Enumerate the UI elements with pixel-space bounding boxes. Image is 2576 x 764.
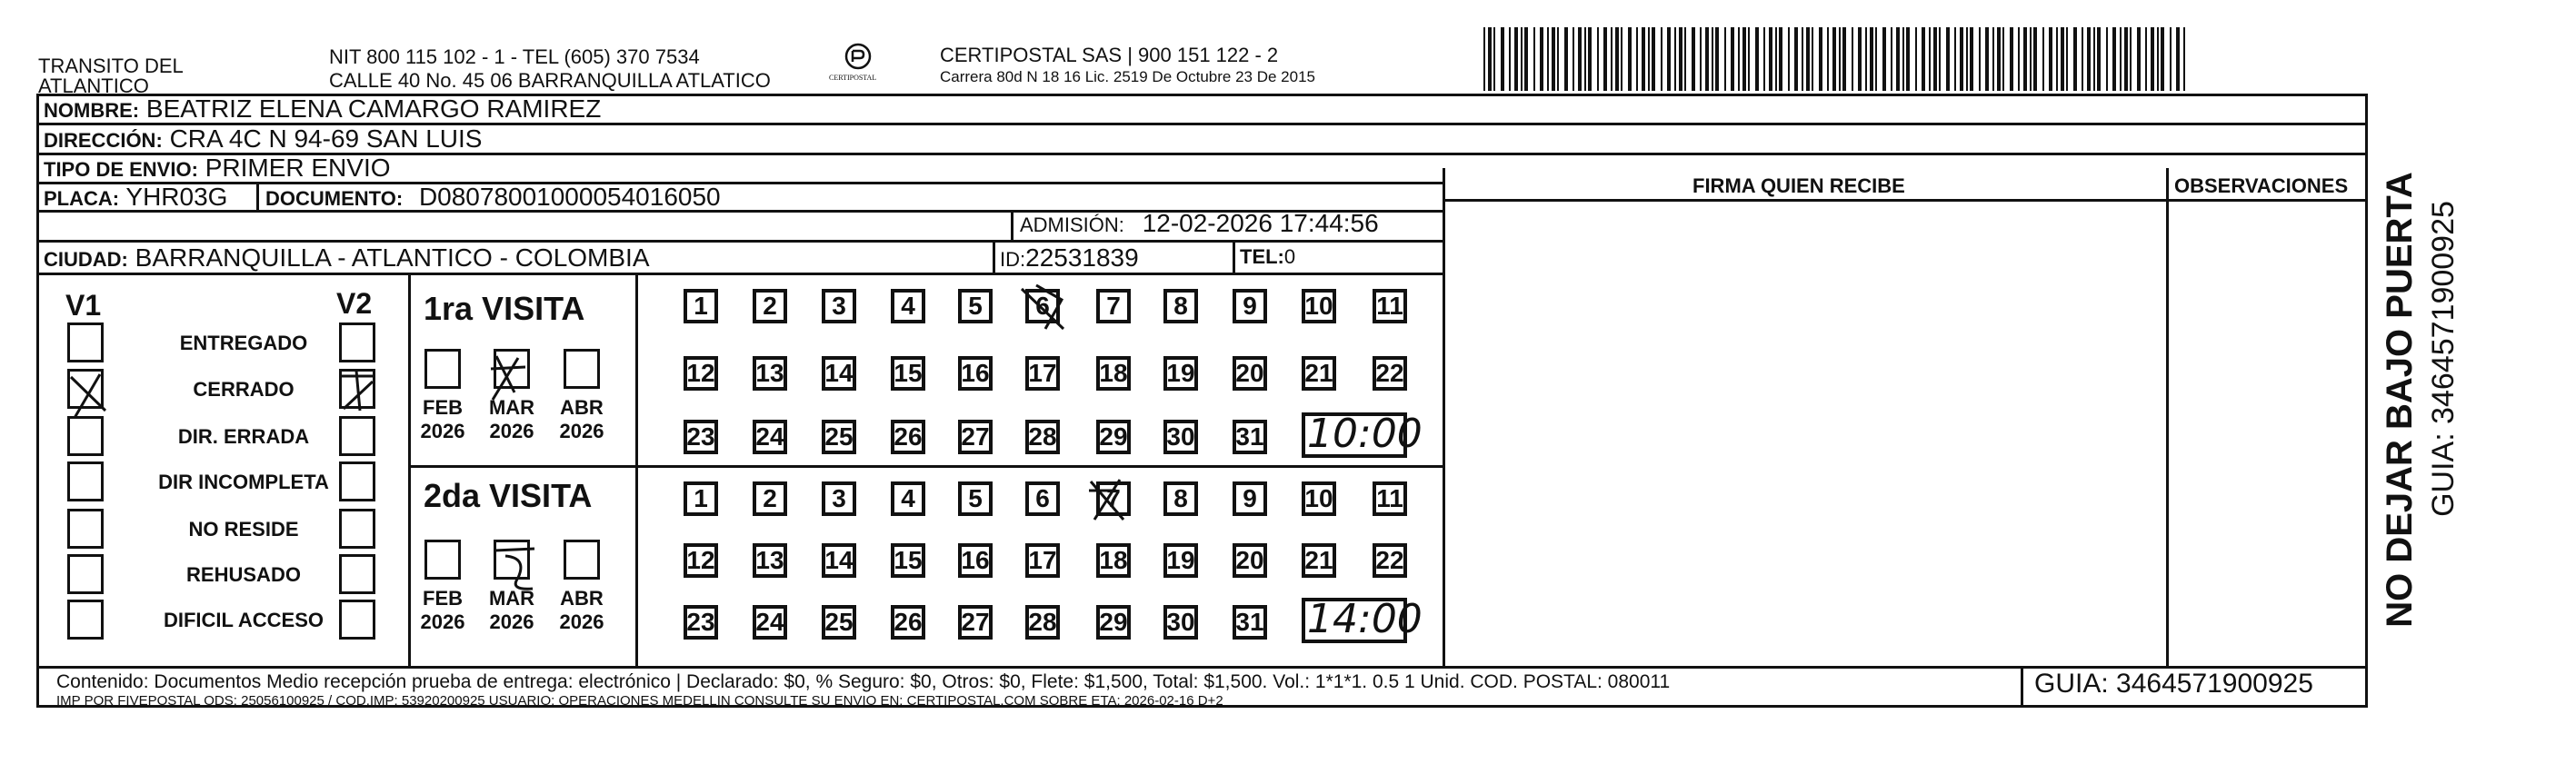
first-day-box[interactable]: 5 bbox=[958, 289, 993, 323]
id-value: 22531839 bbox=[1025, 243, 1139, 272]
barcode-bar bbox=[1775, 27, 1777, 91]
contenido-line: Contenido: Documentos Medio recepción prueba de entrega: electrónico | Declarado: $0, % Seguro: $0, Otros: $0, Flete: $1,500, Total: $1,500. Vol.: 1*1*1. 0.5 1 Unid. COD. POSTAL: 080011 bbox=[56, 671, 1671, 692]
barcode-bar bbox=[1509, 27, 1511, 91]
second-day-box[interactable]: 8 bbox=[1163, 481, 1198, 516]
first-day-box[interactable]: 25 bbox=[822, 420, 856, 454]
v2-status-checkbox[interactable] bbox=[339, 369, 375, 409]
barcode-bar bbox=[1997, 27, 2001, 91]
barcode-bar bbox=[1642, 27, 1645, 91]
tipo-label: TIPO DE ENVIO: bbox=[44, 158, 198, 181]
barcode-bar bbox=[1985, 27, 1989, 91]
v2-status-checkbox[interactable] bbox=[339, 416, 375, 456]
second-day-box[interactable]: 30 bbox=[1163, 605, 1198, 640]
second-day-box[interactable]: 25 bbox=[822, 605, 856, 640]
barcode-bar bbox=[2066, 27, 2068, 91]
barcode-bar bbox=[1731, 27, 1734, 91]
barcode-bar bbox=[1652, 27, 1655, 91]
company-name-line1: TRANSITO DEL bbox=[38, 55, 184, 77]
v1-label: V1 bbox=[65, 289, 102, 322]
barcode bbox=[1483, 27, 2189, 91]
barcode-bar bbox=[1929, 27, 1931, 91]
barcode-bar bbox=[1715, 27, 1719, 91]
first-day-box[interactable]: 4 bbox=[891, 289, 925, 323]
v2-status-checkbox[interactable] bbox=[339, 509, 375, 549]
barcode-bar bbox=[1882, 27, 1886, 91]
v2-label: V2 bbox=[336, 287, 373, 320]
first-day-box[interactable]: 21 bbox=[1302, 356, 1336, 391]
barcode-bar bbox=[1896, 27, 1900, 91]
first-day-box[interactable]: 27 bbox=[958, 420, 993, 454]
status-label: CERRADO bbox=[193, 378, 295, 401]
second-year-label: 2026 bbox=[420, 610, 465, 633]
second-month-checkbox[interactable] bbox=[564, 540, 600, 580]
second-day-box[interactable]: 3 bbox=[822, 481, 856, 516]
second-day-box[interactable]: 21 bbox=[1302, 543, 1336, 578]
first-month-label: FEB bbox=[423, 396, 463, 419]
second-day-box[interactable]: 6 bbox=[1025, 481, 1060, 516]
nit-line: NIT 800 115 102 - 1 - TEL (605) 370 7534 bbox=[329, 45, 700, 68]
barcode-bar bbox=[1839, 27, 1841, 91]
barcode-bar bbox=[1891, 27, 1892, 91]
first-month-checkbox[interactable] bbox=[564, 349, 600, 389]
barcode-bar bbox=[2056, 27, 2058, 91]
status-label: DIR INCOMPLETA bbox=[158, 471, 329, 493]
barcode-bar bbox=[1700, 27, 1702, 91]
v1-status-checkbox[interactable] bbox=[67, 369, 104, 409]
side-guia: GUIA: 3464571900925 bbox=[2426, 201, 2461, 517]
barcode-bar bbox=[1648, 27, 1650, 91]
first-year-label: 2026 bbox=[420, 420, 465, 442]
second-day-box[interactable]: 16 bbox=[958, 543, 993, 578]
second-day-box[interactable]: 24 bbox=[753, 605, 787, 640]
barcode-bar bbox=[1819, 27, 1822, 91]
barcode-bar bbox=[1628, 27, 1632, 91]
barcode-bar bbox=[1493, 27, 1495, 91]
barcode-bar bbox=[1902, 27, 1904, 91]
barcode-bar bbox=[2161, 27, 2164, 91]
certipostal-logo bbox=[825, 42, 891, 93]
barcode-bar bbox=[1763, 27, 1765, 91]
barcode-bar bbox=[2061, 27, 2064, 91]
barcode-bar bbox=[2137, 27, 2141, 91]
logo-text: CERTIPOSTAL bbox=[829, 74, 877, 82]
barcode-bar bbox=[2018, 27, 2020, 91]
nombre-label: NOMBRE: bbox=[44, 99, 140, 122]
barcode-bar bbox=[1692, 27, 1695, 91]
first-month-label: MAR bbox=[488, 396, 535, 419]
second-month-label: MAR bbox=[488, 587, 535, 610]
barcode-bar bbox=[1667, 27, 1671, 91]
side-warning: NO DEJAR BAJO PUERTA bbox=[2380, 172, 2420, 628]
barcode-bar bbox=[1724, 27, 1726, 91]
address-line: CALLE 40 No. 45 06 BARRANQUILLA ATLATICO bbox=[329, 69, 771, 92]
v1-status-checkbox[interactable] bbox=[67, 554, 104, 594]
barcode-bar bbox=[1557, 27, 1559, 91]
admision-value: 12-02-2026 17:44:56 bbox=[1142, 209, 1379, 237]
divider-main-side bbox=[2365, 94, 2368, 708]
barcode-bar bbox=[1611, 27, 1612, 91]
second-day-box[interactable]: 27 bbox=[958, 605, 993, 640]
v1-status-checkbox[interactable] bbox=[67, 461, 104, 501]
admision-label: ADMISIÓN: bbox=[1020, 213, 1124, 236]
second-month-checkbox[interactable] bbox=[424, 540, 461, 580]
barcode-bar bbox=[2097, 27, 2101, 91]
barcode-bar bbox=[1742, 27, 1746, 91]
v1-status-checkbox[interactable] bbox=[67, 600, 104, 640]
placa-value: YHR03G bbox=[125, 183, 228, 211]
barcode-bar bbox=[1933, 27, 1937, 91]
barcode-bar bbox=[2130, 27, 2132, 91]
barcode-bar bbox=[2106, 27, 2108, 91]
barcode-bar bbox=[2049, 27, 2052, 91]
barcode-bar bbox=[1779, 27, 1782, 91]
barcode-bar bbox=[1788, 27, 1790, 91]
barcode-bar bbox=[1970, 27, 1973, 91]
barcode-bar bbox=[1954, 27, 1956, 91]
first-day-box[interactable]: 2 bbox=[753, 289, 787, 323]
barcode-bar bbox=[1802, 27, 1803, 91]
barcode-bar bbox=[2112, 27, 2116, 91]
second-day-box[interactable]: 13 bbox=[753, 543, 787, 578]
barcode-bar bbox=[1684, 27, 1686, 91]
id-label: ID: bbox=[1000, 248, 1026, 271]
barcode-bar bbox=[1979, 27, 1981, 91]
barcode-bar bbox=[1842, 27, 1846, 91]
barcode-bar bbox=[1540, 27, 1543, 91]
barcode-bar bbox=[1483, 27, 1485, 91]
first-month-checkbox[interactable] bbox=[494, 349, 530, 389]
barcode-bar bbox=[2010, 27, 2013, 91]
barcode-bar bbox=[1870, 27, 1873, 91]
second-month-checkbox[interactable] bbox=[494, 540, 530, 580]
placa-label: PLACA: bbox=[44, 187, 120, 210]
barcode-bar bbox=[1939, 27, 1941, 91]
first-day-box[interactable]: 7 bbox=[1096, 289, 1131, 323]
barcode-bar bbox=[1636, 27, 1638, 91]
footer-guia: GUIA: 3464571900925 bbox=[2034, 669, 2313, 699]
barcode-bar bbox=[2082, 27, 2083, 91]
barcode-bar bbox=[1488, 27, 1492, 91]
v1-status-checkbox[interactable] bbox=[67, 509, 104, 549]
barcode-bar bbox=[2033, 27, 2037, 91]
nombre-row bbox=[44, 96, 601, 122]
barcode-bar bbox=[2176, 27, 2180, 91]
second-day-box[interactable]: 11 bbox=[1373, 481, 1407, 516]
first-time-value: 10:00 bbox=[1307, 411, 1423, 457]
first-day-box[interactable]: 15 bbox=[891, 356, 925, 391]
second-day-box[interactable]: 20 bbox=[1233, 543, 1267, 578]
barcode-bar bbox=[1966, 27, 1968, 91]
barcode-bar bbox=[1661, 27, 1662, 91]
barcode-bar bbox=[1832, 27, 1836, 91]
barcode-bar bbox=[1533, 27, 1535, 91]
second-day-box[interactable]: 31 bbox=[1233, 605, 1267, 640]
barcode-bar bbox=[1603, 27, 1607, 91]
first-day-box[interactable]: 30 bbox=[1163, 420, 1198, 454]
first-day-box[interactable]: 28 bbox=[1025, 420, 1060, 454]
barcode-bar bbox=[1748, 27, 1750, 91]
second-day-box[interactable]: 5 bbox=[958, 481, 993, 516]
v2-status-checkbox[interactable] bbox=[339, 600, 375, 640]
second-year-label: 2026 bbox=[489, 610, 534, 633]
status-label: NO RESIDE bbox=[188, 518, 299, 541]
barcode-bar bbox=[1547, 27, 1549, 91]
barcode-bar bbox=[1946, 27, 1950, 91]
barcode-bar bbox=[1812, 27, 1813, 91]
second-day-box[interactable]: 14 bbox=[822, 543, 856, 578]
barcode-bar bbox=[1827, 27, 1829, 91]
second-day-box[interactable]: 22 bbox=[1373, 543, 1407, 578]
tel-label: TEL: bbox=[1240, 245, 1284, 268]
barcode-bar bbox=[1794, 27, 1798, 91]
first-day-box[interactable]: 6 bbox=[1025, 289, 1060, 323]
second-day-box[interactable]: 29 bbox=[1096, 605, 1131, 640]
direccion-value: CRA 4C N 94-69 SAN LUIS bbox=[169, 124, 483, 153]
ciudad-row bbox=[44, 245, 650, 271]
first-day-box[interactable]: 18 bbox=[1096, 356, 1131, 391]
tel-value: 0 bbox=[1283, 245, 1296, 268]
first-month-checkbox[interactable] bbox=[424, 349, 461, 389]
barcode-bar bbox=[1712, 27, 1713, 91]
barcode-bar bbox=[1621, 27, 1622, 91]
first-day-box[interactable]: 26 bbox=[891, 420, 925, 454]
first-month-label: ABR bbox=[560, 396, 604, 419]
barcode-bar bbox=[1674, 27, 1676, 91]
first-year-label: 2026 bbox=[489, 420, 534, 442]
barcode-bar bbox=[1755, 27, 1759, 91]
barcode-bar bbox=[1588, 27, 1592, 91]
v2-status-checkbox[interactable] bbox=[339, 554, 375, 594]
first-day-box[interactable]: 29 bbox=[1096, 420, 1131, 454]
barcode-bar bbox=[1584, 27, 1586, 91]
barcode-bar bbox=[1597, 27, 1599, 91]
barcode-bar bbox=[2124, 27, 2128, 91]
barcode-bar bbox=[2042, 27, 2044, 91]
barcode-bar bbox=[2183, 27, 2185, 91]
second-day-box[interactable]: 4 bbox=[891, 481, 925, 516]
first-day-box[interactable]: 1 bbox=[684, 289, 718, 323]
barcode-bar bbox=[1524, 27, 1528, 91]
barcode-icon bbox=[1483, 27, 2189, 91]
observaciones-header: OBSERVACIONES bbox=[2174, 174, 2349, 197]
first-visit-title: 1ra VISITA bbox=[424, 290, 585, 327]
barcode-bar bbox=[1922, 27, 1925, 91]
barcode-bar bbox=[1769, 27, 1772, 91]
documento-value: D08078001000054016050 bbox=[418, 183, 721, 211]
barcode-bar bbox=[1705, 27, 1709, 91]
first-day-box[interactable]: 17 bbox=[1025, 356, 1060, 391]
first-day-box[interactable]: 10 bbox=[1302, 289, 1336, 323]
v2-status-checkbox[interactable] bbox=[339, 461, 375, 501]
first-day-box[interactable]: 19 bbox=[1163, 356, 1198, 391]
barcode-bar bbox=[1865, 27, 1867, 91]
second-time-value: 14:00 bbox=[1307, 596, 1423, 642]
barcode-bar bbox=[1679, 27, 1682, 91]
v1-status-checkbox[interactable] bbox=[67, 416, 104, 456]
barcode-bar bbox=[1514, 27, 1518, 91]
carrier-line: CERTIPOSTAL SAS | 900 151 122 - 2 bbox=[940, 44, 1279, 66]
second-day-box[interactable]: 19 bbox=[1163, 543, 1198, 578]
firma-header: FIRMA QUIEN RECIBE bbox=[1692, 174, 1905, 197]
first-day-box[interactable]: 14 bbox=[822, 356, 856, 391]
barcode-bar bbox=[2002, 27, 2004, 91]
barcode-bar bbox=[2023, 27, 2027, 91]
direccion-label: DIRECCIÓN: bbox=[44, 129, 163, 152]
second-day-box[interactable]: 9 bbox=[1233, 481, 1267, 516]
first-day-box[interactable]: 24 bbox=[753, 420, 787, 454]
status-label: ENTREGADO bbox=[179, 332, 308, 354]
barcode-bar bbox=[1564, 27, 1568, 91]
tipo-value: PRIMER ENVIO bbox=[205, 154, 391, 182]
barcode-bar bbox=[2151, 27, 2154, 91]
barcode-bar bbox=[2093, 27, 2095, 91]
nombre-value: BEATRIZ ELENA CAMARGO RAMIREZ bbox=[145, 94, 602, 123]
second-month-label: ABR bbox=[560, 587, 604, 610]
barcode-bar bbox=[2157, 27, 2159, 91]
second-day-box[interactable]: 10 bbox=[1302, 481, 1336, 516]
first-day-box[interactable]: 31 bbox=[1233, 420, 1267, 454]
second-day-box[interactable]: 17 bbox=[1025, 543, 1060, 578]
tel-row bbox=[1240, 247, 1295, 267]
barcode-bar bbox=[1806, 27, 1810, 91]
v1-status-checkbox[interactable] bbox=[67, 322, 104, 362]
second-day-box[interactable]: 12 bbox=[684, 543, 718, 578]
ciudad-label: CIUDAD: bbox=[44, 248, 128, 271]
barcode-bar bbox=[2030, 27, 2032, 91]
barcode-bar bbox=[1738, 27, 1740, 91]
id-row bbox=[1000, 245, 1139, 271]
first-day-box[interactable]: 12 bbox=[684, 356, 718, 391]
first-day-box[interactable]: 3 bbox=[822, 289, 856, 323]
second-day-box[interactable]: 18 bbox=[1096, 543, 1131, 578]
barcode-bar bbox=[1573, 27, 1574, 91]
first-day-box[interactable]: 22 bbox=[1373, 356, 1407, 391]
second-day-box[interactable]: 23 bbox=[684, 605, 718, 640]
barcode-bar bbox=[2170, 27, 2172, 91]
first-day-box[interactable]: 23 bbox=[684, 420, 718, 454]
second-day-box[interactable]: 7 bbox=[1096, 481, 1131, 516]
barcode-bar bbox=[2120, 27, 2122, 91]
barcode-bar bbox=[1852, 27, 1853, 91]
status-label: REHUSADO bbox=[186, 563, 301, 586]
first-day-box[interactable]: 20 bbox=[1233, 356, 1267, 391]
second-month-label: FEB bbox=[423, 587, 463, 610]
barcode-bar bbox=[2073, 27, 2077, 91]
status-label: DIR. ERRADA bbox=[177, 425, 310, 448]
first-day-box[interactable]: 8 bbox=[1163, 289, 1198, 323]
barcode-bar bbox=[1960, 27, 1963, 91]
second-visit-title: 2da VISITA bbox=[424, 477, 593, 514]
certipostal-logo-icon bbox=[825, 42, 891, 93]
license-line: Carrera 80d N 18 16 Lic. 2519 De Octubre 23 De 2015 bbox=[940, 68, 1315, 85]
documento-row bbox=[265, 184, 721, 210]
barcode-bar bbox=[1578, 27, 1582, 91]
second-day-box[interactable]: 1 bbox=[684, 481, 718, 516]
status-label: DIFICIL ACCESO bbox=[163, 609, 324, 631]
first-day-box[interactable]: 9 bbox=[1233, 289, 1267, 323]
barcode-bar bbox=[2087, 27, 2091, 91]
barcode-bar bbox=[1992, 27, 1994, 91]
barcode-bar bbox=[1501, 27, 1504, 91]
barcode-bar bbox=[1521, 27, 1523, 91]
first-day-box[interactable]: 16 bbox=[958, 356, 993, 391]
first-year-label: 2026 bbox=[559, 420, 604, 442]
barcode-bar bbox=[1552, 27, 1555, 91]
barcode-bar bbox=[1875, 27, 1877, 91]
placa-row bbox=[44, 184, 227, 210]
first-day-box[interactable]: 13 bbox=[753, 356, 787, 391]
direccion-row bbox=[44, 126, 482, 152]
tipo-row bbox=[44, 155, 391, 181]
first-day-box[interactable]: 11 bbox=[1373, 289, 1407, 323]
barcode-bar bbox=[2145, 27, 2147, 91]
barcode-bar bbox=[1615, 27, 1619, 91]
ciudad-value: BARRANQUILLA - ATLANTICO - COLOMBIA bbox=[135, 243, 650, 272]
imp-line: IMP POR FIVEPOSTAL ODS: 25056100925 / COD.IMP: 53920200925 USUARIO: OPERACIONES MEDELLIN CONSULTE SU ENVIO EN: CERTIPOSTAL.COM SOBRE ETA: 2026-02-16 D+2 bbox=[56, 693, 1223, 709]
second-day-box[interactable]: 28 bbox=[1025, 605, 1060, 640]
company-name-line2: ATLANTICO bbox=[38, 74, 149, 97]
barcode-bar bbox=[1915, 27, 1917, 91]
v2-status-checkbox[interactable] bbox=[339, 322, 375, 362]
second-day-box[interactable]: 26 bbox=[891, 605, 925, 640]
barcode-bar bbox=[1906, 27, 1910, 91]
second-day-box[interactable]: 15 bbox=[891, 543, 925, 578]
second-year-label: 2026 bbox=[559, 610, 604, 633]
second-day-box[interactable]: 2 bbox=[753, 481, 787, 516]
admision-row bbox=[1020, 211, 1379, 236]
documento-label: DOCUMENTO: bbox=[265, 187, 404, 210]
barcode-bar bbox=[1858, 27, 1862, 91]
